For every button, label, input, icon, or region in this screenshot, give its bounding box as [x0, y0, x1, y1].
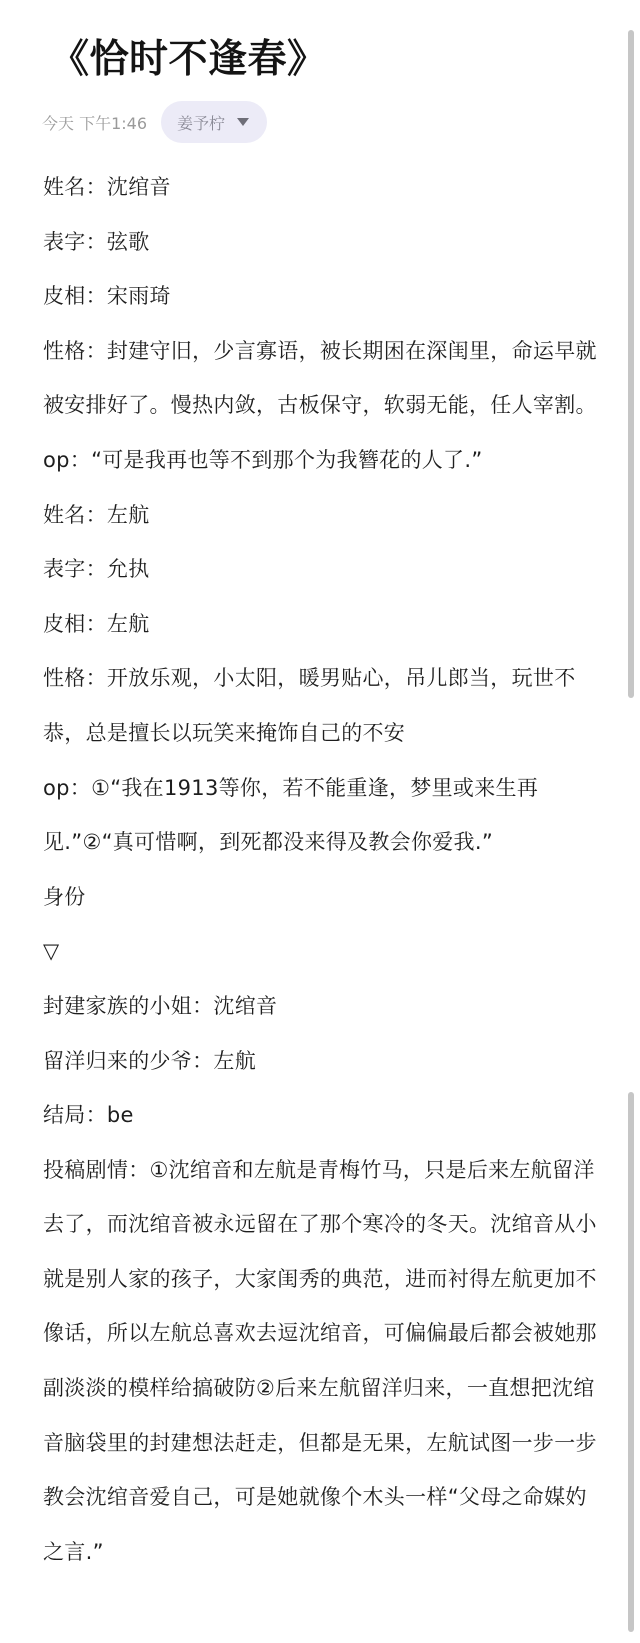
- text-paragraph: 留洋归来的少爷：左航: [43, 1048, 256, 1073]
- author-dropdown-button[interactable]: [161, 101, 267, 143]
- scrollbar-thumb[interactable]: [628, 30, 634, 698]
- note-meta: [42, 100, 267, 144]
- author-name: 姜予柠: [177, 113, 226, 133]
- note-body: [43, 160, 599, 1579]
- text-paragraph: 表字：允执: [43, 557, 150, 582]
- text-paragraph: 皮相：左航: [43, 611, 150, 636]
- triangle-down-icon: ▽: [43, 939, 60, 964]
- text-paragraph: 姓名：沈绾音: [43, 175, 171, 199]
- text-paragraph: 封建家族的小姐：沈绾音: [43, 993, 278, 1018]
- text-paragraph: 姓名：左航: [43, 502, 150, 527]
- text-paragraph: 性格：封建守旧，少言寡语，被长期困在深闺里，命运早就被安排好了。慢热内敛，古板保守，软弱无能，任人宰割。: [43, 338, 597, 418]
- text-paragraph: 投稿剧情：①沈绾音和左航是青梅竹马，只是后来左航留洋去了，而沈绾音被永远留在了那个寒冷的冬天。沈绾音从小就是别人家的孩子，大家闺秀的典范，进而衬得左航更加不像话，所以左航总喜欢去逗沈绾音，可偏偏最后都会被她那副淡淡的模样给搞破防②后来左航留洋归来，一直想把沈绾音脑袋里的封建想法赶走，但都是无果，左航试图一步一步教会沈绾音爱自己，可是她就像个木头一样“父母之命媒妁之言.”: [43, 1157, 597, 1564]
- text-paragraph: op：①“我在1913等你，若不能重逢，梦里或来生再见.”②“真可惜啊，到死都没来得及教会你爱我.”: [43, 775, 539, 855]
- timestamp: 今天 下午1:46: [42, 113, 148, 133]
- text-paragraph: 表字：弦歌: [43, 229, 150, 254]
- chevron-down-icon: [237, 118, 249, 126]
- text-paragraph: 结局：be: [43, 1103, 134, 1128]
- note-title: 《恰时不逢春》: [50, 37, 327, 82]
- text-paragraph: 身份: [43, 884, 86, 909]
- text-paragraph: op：“可是我再也等不到那个为我簪花的人了.”: [43, 447, 483, 472]
- text-paragraph: 皮相：宋雨琦: [43, 284, 171, 309]
- scrollbar-thumb[interactable]: [628, 1092, 634, 1632]
- text-paragraph: 性格：开放乐观，小太阳，暖男贴心，吊儿郎当，玩世不恭，总是擅长以玩笑来掩饰自己的不安: [43, 666, 576, 745]
